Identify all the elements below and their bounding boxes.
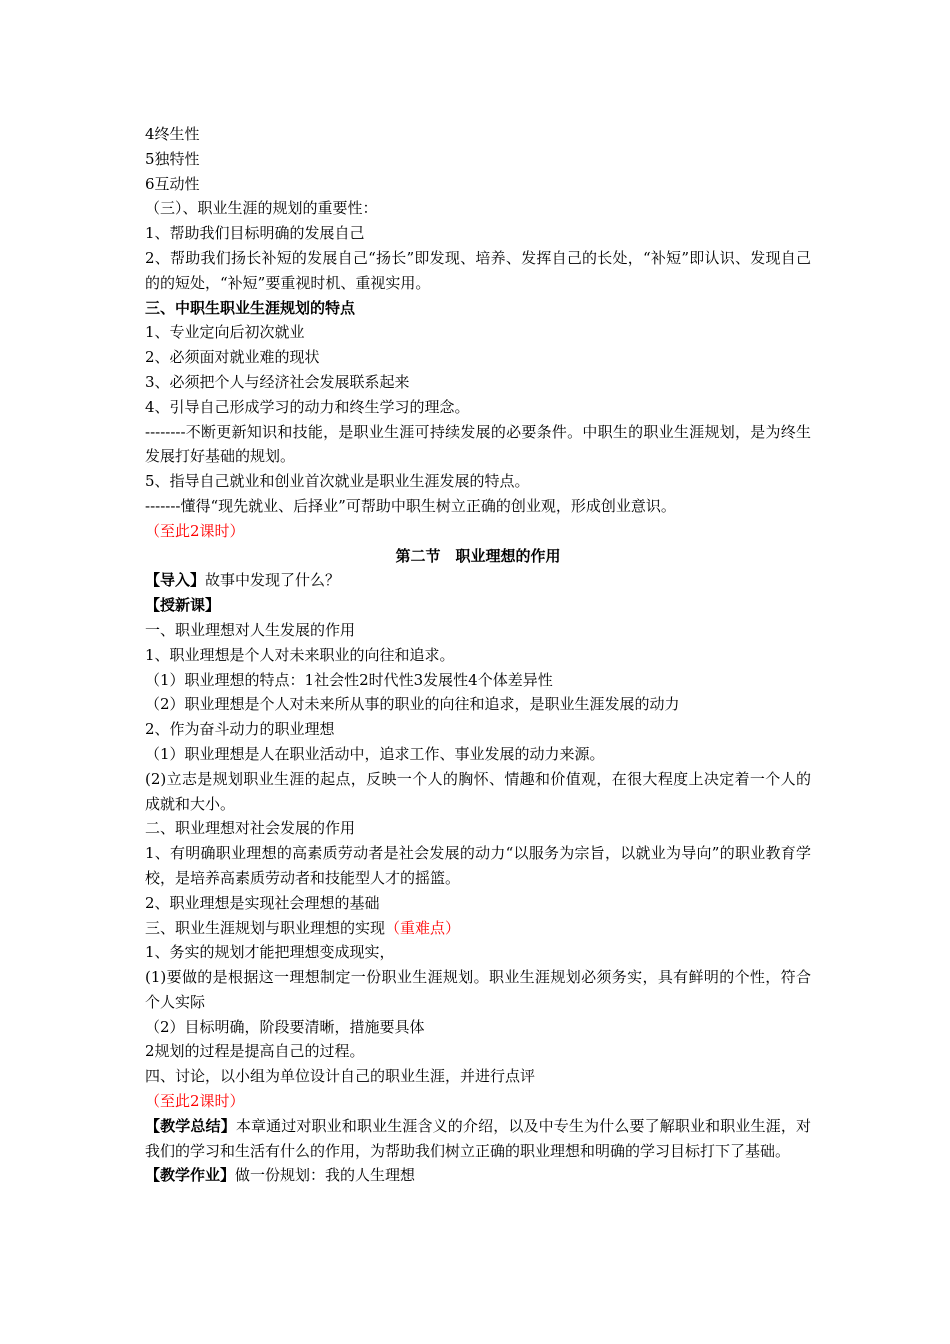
list-item: 1、帮助我们目标明确的发展自己 <box>145 224 365 243</box>
homework-text: 做一份规划：我的人生理想 <box>235 1166 416 1185</box>
section-heading: 三、中职生职业生涯规划的特点 <box>145 298 356 317</box>
new-lesson-label: 【授新课】 <box>145 596 221 615</box>
sub-heading: 一、职业理想对人生发展的作用 <box>145 620 356 639</box>
paragraph: 1、有明确职业理想的高素质劳动者是社会发展的动力“以服务为宗旨，以就业为导向”的职业教育学校，是培养高素质劳动者和技能型人才的摇篮。 <box>145 844 811 887</box>
intro-text: 故事中发现了什么？ <box>205 571 341 590</box>
sub-heading <box>145 916 811 941</box>
list-item: 6互动性 <box>145 174 200 193</box>
paragraph: -------懂得“现先就业、后择业”可帮助中职生树立正确的创业观，形成创业意识。 <box>145 496 676 515</box>
paragraph: (2)立志是规划职业生涯的起点，反映一个人的胸怀、情趣和价值观，在很大程度上决定着一个人的成就和大小。 <box>145 769 811 813</box>
list-item: 2、帮助我们扬长补短的发展自己“扬长”即发现、培养、发挥自己的长处，“补短”即认识、发现自己的的短处，“补短”要重视时机、重视实用。 <box>145 248 811 292</box>
document-body <box>145 122 811 1188</box>
list-item: （2）目标明确，阶段要清晰，措施要具体 <box>145 1017 425 1036</box>
class-hours-note: （至此2课时） <box>145 521 245 540</box>
summary-label: 【教学总结】 <box>145 1116 236 1135</box>
paragraph: --------不断更新知识和技能，是职业生涯可持续发展的必要条件。中职生的职业生涯规划，是为终生发展打好基础的规划。 <box>145 422 811 466</box>
list-item: 5独特性 <box>145 149 200 168</box>
summary-paragraph <box>145 1114 811 1164</box>
sub-heading-text: 三、职业生涯规划与职业理想的实现 <box>145 918 386 937</box>
list-item: 1、职业理想是个人对未来职业的向往和追求。 <box>145 645 455 664</box>
list-item: 1、专业定向后初次就业 <box>145 323 305 342</box>
homework-label: 【教学作业】 <box>145 1166 236 1185</box>
list-item: 2、必须面对就业难的现状 <box>145 348 320 367</box>
sub-heading: 四、讨论，以小组为单位设计自己的职业生涯，并进行点评 <box>145 1067 536 1086</box>
list-item: 5、指导自己就业和创业首次就业是职业生涯发展的特点。 <box>145 472 530 491</box>
sub-heading: （三）、职业生涯的规划的重要性： <box>145 199 378 218</box>
list-item: 3、必须把个人与经济社会发展联系起来 <box>145 372 410 391</box>
list-item: 4、引导自己形成学习的动力和终生学习的理念。 <box>145 397 470 416</box>
summary-text: 本章通过对职业和职业生涯含义的介绍，以及中专生为什么要了解职业和职业生涯，对我们的学习和生活有什么的作用，为帮助我们树立正确的职业理想和明确的学习目标打下了基础。 <box>145 1116 811 1160</box>
list-item: 1、务实的规划才能把理想变成现实， <box>145 943 395 962</box>
intro-line <box>145 568 811 593</box>
list-item: 2、职业理想是实现社会理想的基础 <box>145 893 380 912</box>
intro-label: 【导入】 <box>145 571 206 590</box>
list-item: 2、作为奋斗动力的职业理想 <box>145 720 335 739</box>
list-item: （1）职业理想是人在职业活动中，追求工作、事业发展的动力来源。 <box>145 744 605 763</box>
key-point-note: （重难点） <box>385 918 461 937</box>
class-hours-note: （至此2课时） <box>145 1092 245 1111</box>
list-item: 4终生性 <box>145 125 200 143</box>
list-item: （1）职业理想的特点：1社会性2时代性3发展性4个体差异性 <box>145 670 553 689</box>
homework-line <box>145 1163 811 1188</box>
section-title: 第二节 职业理想的作用 <box>395 546 561 565</box>
list-item: 2规划的过程是提高自己的过程。 <box>145 1042 365 1061</box>
sub-heading: 二、职业理想对社会发展的作用 <box>145 819 356 838</box>
paragraph: (1)要做的是根据这一理想制定一份职业生涯规划。职业生涯规划必须务实，具有鲜明的个性，符合个人实际 <box>145 968 811 1011</box>
list-item: （2）职业理想是个人对未来所从事的职业的向往和追求，是职业生涯发展的动力 <box>145 695 680 714</box>
